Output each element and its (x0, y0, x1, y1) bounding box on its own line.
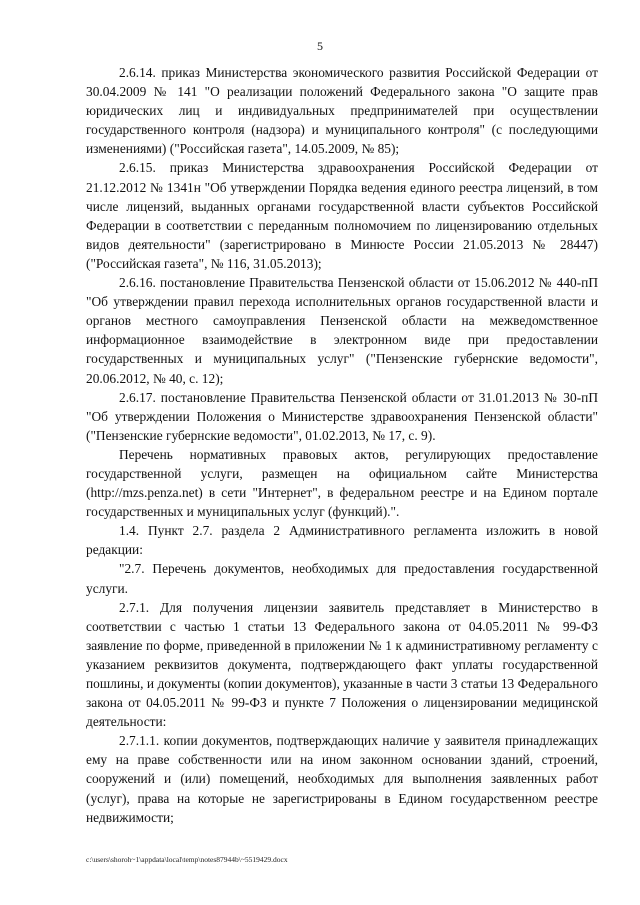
page-number: 5 (317, 39, 323, 53)
paragraph-2-6-15: 2.6.15. приказ Министерства здравоохранения Российской Федерации от 21.12.2012 № 1341н "Об утверждении Порядка ведения единого реестра лицензий, в том числе лицензий, выданных органами государственной власти субъектов Российской Федерации в соответствии с переданным полномочием по лицензированию отдельных видов деятельности" (зарегистрировано в Минюсте России 21.05.2013 № 28447) ("Российская газета", № 116, 31.05.2013); (86, 160, 598, 271)
paragraph-2-6-14: 2.6.14. приказ Министерства экономического развития Российской Федерации от 30.04.2009 № 141 "О реализации положений Федерального закона "О защите прав юридических лиц и индивидуальных предпринимателей при осуществлении государственного контроля (надзора) и муниципального контроля" (с последующими изменениями) ("Российская газета", 14.05.2009, № 85); (86, 65, 598, 157)
document-body (86, 63, 598, 827)
paragraph-2-7: "2.7. Перечень документов, необходимых для предоставления государственной услуги. (86, 561, 598, 596)
paragraph-2-6-16: 2.6.16. постановление Правительства Пензенской области от 15.06.2012 № 440-пП "Об утверждении правил перехода исполнительных органов государственной власти и органов местного самоуправления Пензенской области на межведомственное информационное взаимодействие в электронном виде при предоставлении государственных и муниципальных услуг" ("Пензенские губернские ведомости", 20.06.2012, № 40, с. 12); (86, 275, 598, 386)
paragraph-1-4: 1.4. Пункт 2.7. раздела 2 Административного регламента изложить в новой редакции: (86, 523, 598, 558)
paragraph-2-6-17: 2.6.17. постановление Правительства Пензенской области от 31.01.2013 № 30-пП "Об утверждении Положения о Министерстве здравоохранения Пензенской области" ("Пензенские губернские ведомости", 01.02.2013, № 17, с. 9). (86, 389, 598, 443)
paragraph-2-7-1-1: 2.7.1.1. копии документов, подтверждающих наличие у заявителя принадлежащих ему на праве собственности или на ином законном основании зданий, строений, сооружений и (или) помещений, необходимых для выполнения заявленных работ (услуг), права на которые не зарегистрированы в Едином государственном реестре недвижимости; (86, 733, 598, 825)
footer-file-path: c:\users\shoroh~1\appdata\local\temp\notes87944b\~5519429.docx (86, 855, 288, 864)
paragraph-2-7-1: 2.7.1. Для получения лицензии заявитель представляет в Министерство в соответствии с частью 1 статьи 13 Федерального закона от 04.05.2011 № 99-ФЗ заявление по форме, приведенной в приложении № 1 к административному регламенту с указанием реквизитов документа, подтверждающего факт уплаты государственной пошлины, и документы (копии документов), указанные в части 3 статьи 13 Федерального закона от 04.05.2011 № 99-ФЗ и пункте 7 Положения о лицензировании медицинской деятельности: (86, 599, 598, 730)
paragraph-legal-acts-list: Перечень нормативных правовых актов, регулирующих предоставление государственной услуги, размещен на официальном сайте Министерства (http://mzs.penza.net) в сети "Интернет", в федеральном реестре и на Едином портале государственных и муниципальных услуг (функций).". (86, 446, 598, 520)
